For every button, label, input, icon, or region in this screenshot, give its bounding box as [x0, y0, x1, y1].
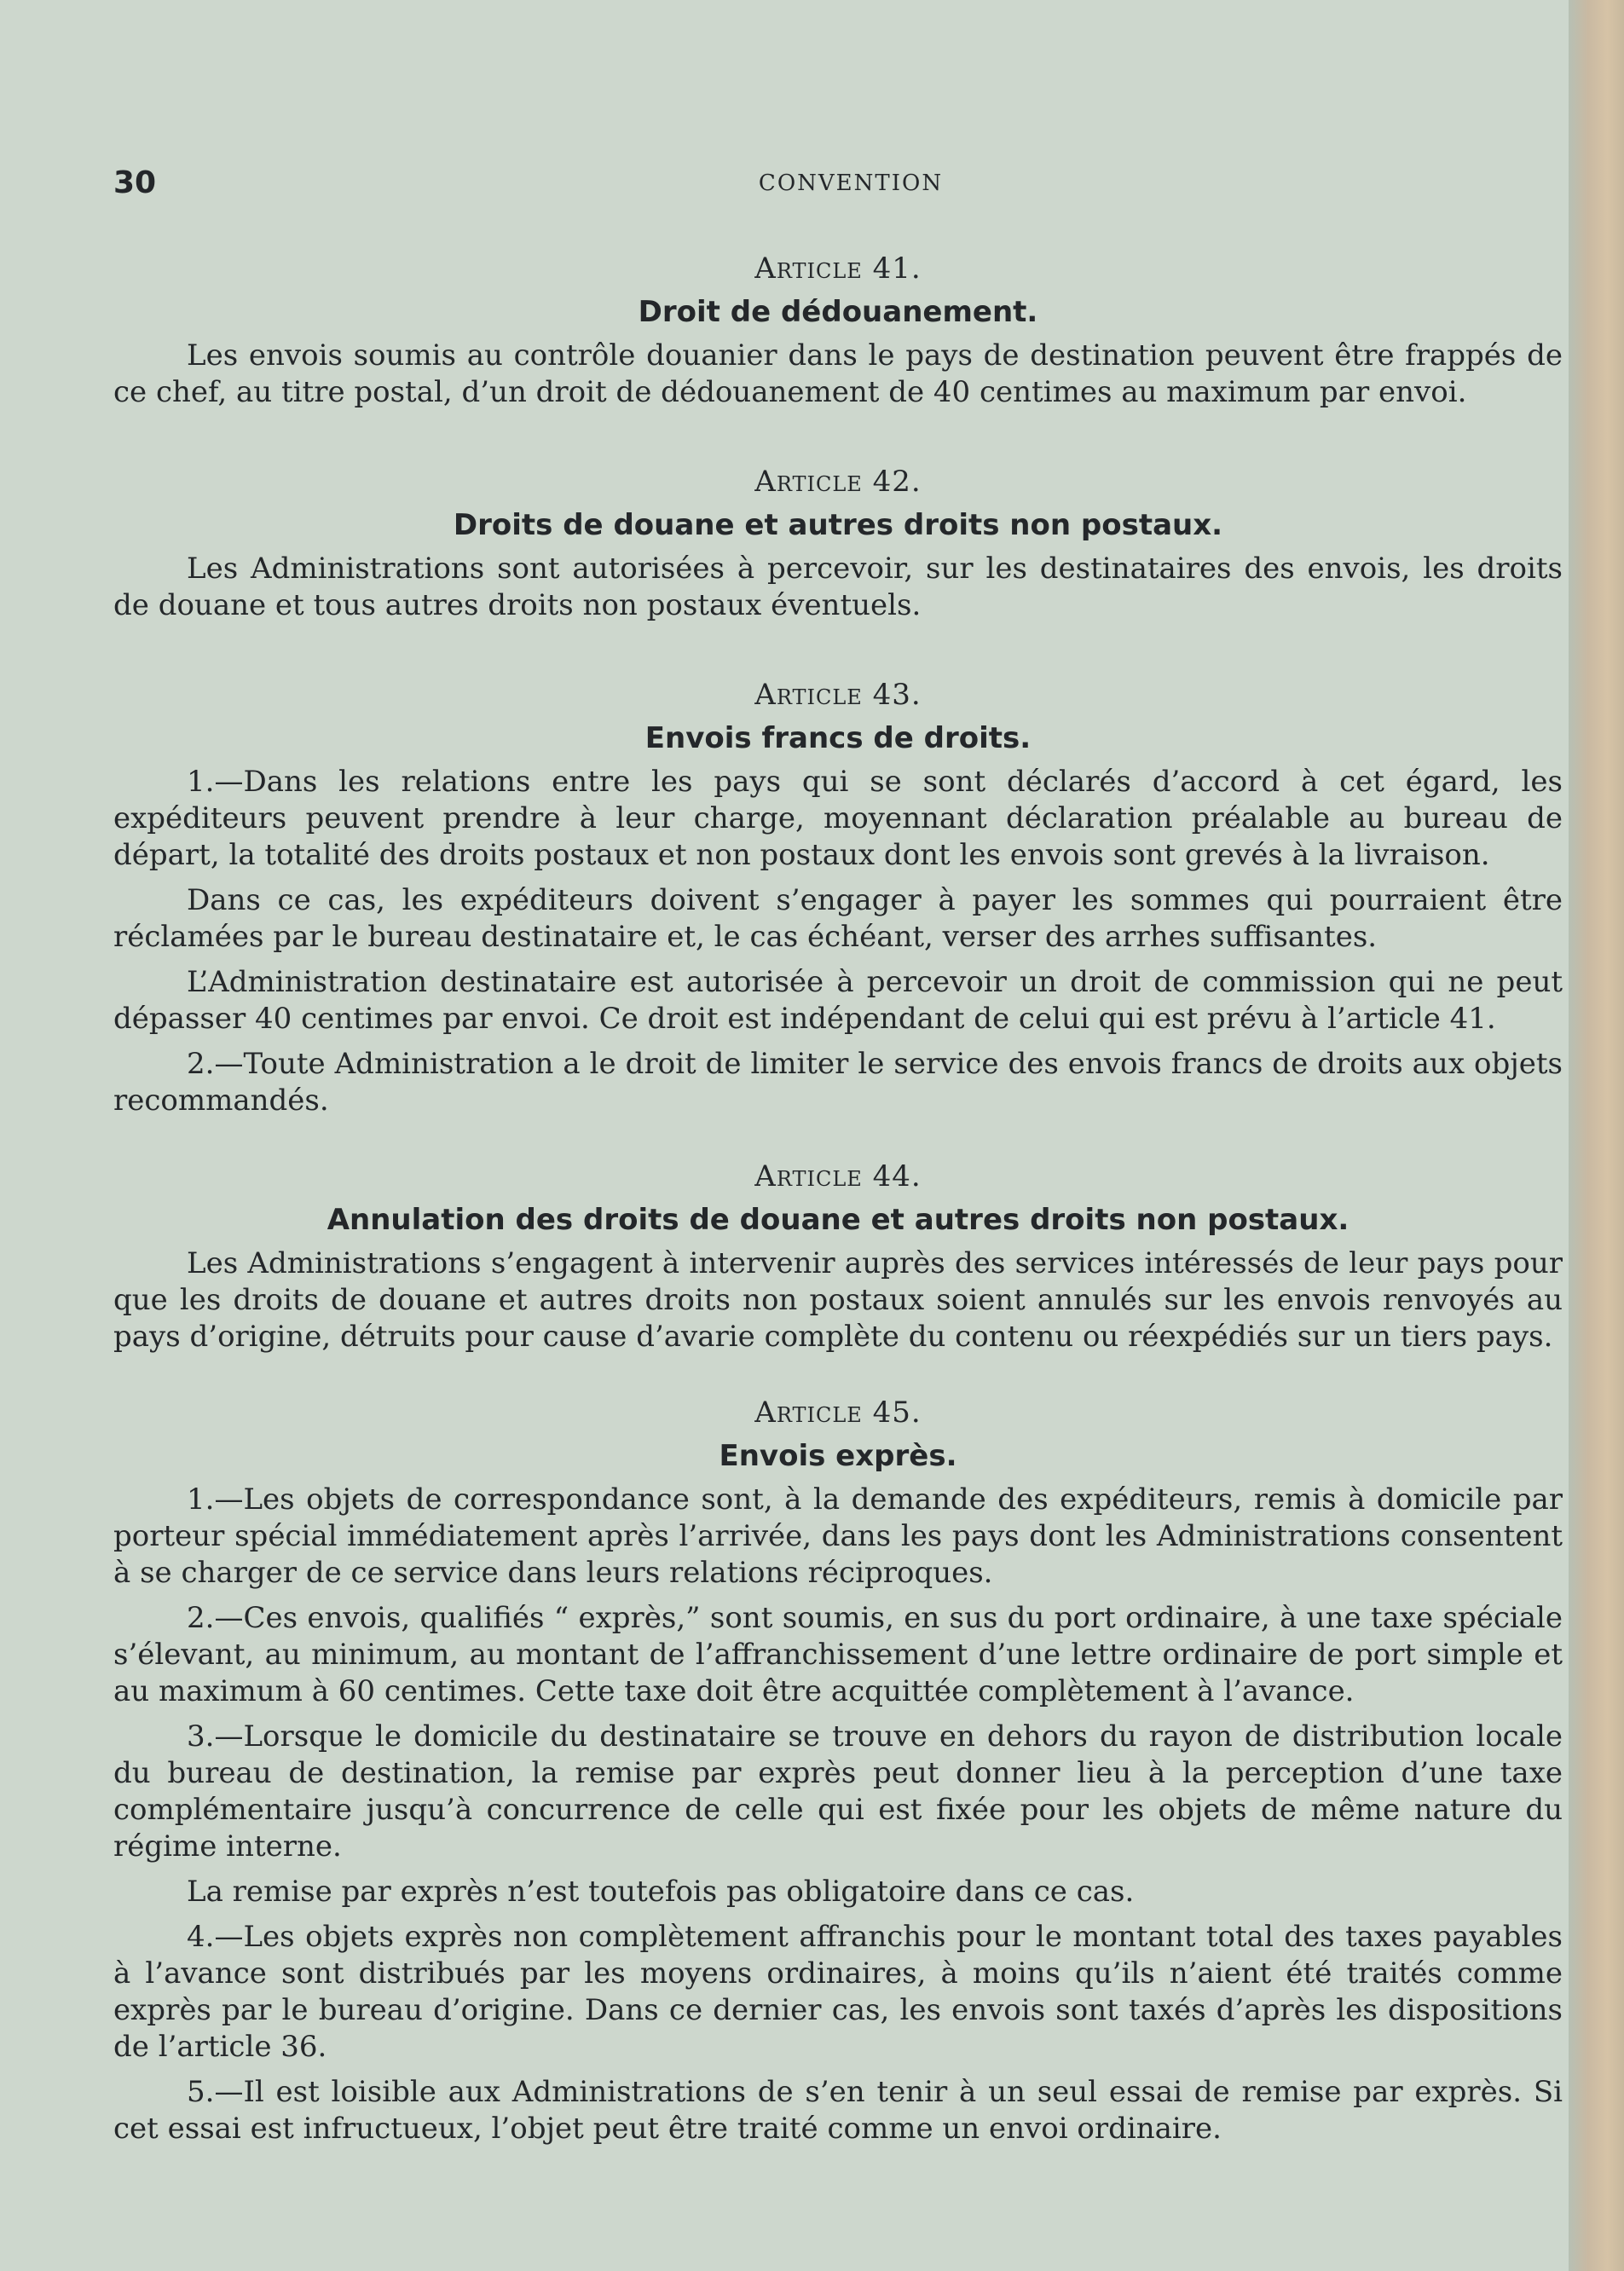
article-42 — [113, 462, 1563, 624]
article-title: Envois exprès. — [719, 1439, 957, 1473]
paragraph: 1.—Dans les relations entre les pays qui se sont déclarés d’accord à cet égard, les expéditeurs peuvent prendre à leur charge, moyennant déclaration préalable au bureau de départ, la totalité des droits postaux et non postaux dont les envois sont grevés à la livraison. — [113, 765, 1563, 872]
article-heading: Article 42. — [754, 465, 922, 499]
article-title: Annulation des droits de douane et autres droits non postaux. — [327, 1203, 1349, 1237]
paragraph: Dans ce cas, les expéditeurs doivent s’engager à payer les sommes qui pourraient être réclamées par le bureau destinataire et, le cas échéant, verser des arrhes suffisantes. — [113, 883, 1563, 954]
paragraph: 1.—Les objets de correspondance sont, à la demande des expéditeurs, remis à domicile par porteur spécial immédiatement après l’arrivée, dans les pays dont les Administrations consentent à se charger de ce service dans leurs relations réciproques. — [113, 1482, 1563, 1590]
paragraph: La remise par exprès n’est toutefois pas obligatoire dans ce cas. — [187, 1875, 1135, 1909]
paragraph: L’Administration destinataire est autorisée à percevoir un droit de commission qui ne peut dépasser 40 centimes par envoi. Ce droit est indépendant de celui qui est prévu à l’article 41. — [113, 965, 1563, 1036]
document-body — [113, 239, 1563, 2156]
article-title: Droit de dédouanement. — [638, 295, 1038, 329]
paragraph: 5.—Il est loisible aux Administrations de s’en tenir à un seul essai de remise par exprès. Si cet essai est infructueux, l’objet peut être traité comme un envoi ordinaire. — [113, 2075, 1563, 2146]
paragraph: 4.—Les objets exprès non complètement affranchis pour le montant total des taxes payables à l’avance sont distribués par les moyens ordinaires, à moins qu’ils n’aient été traités comme exprès par le bureau d’origine. Dans ce dernier cas, les envois sont taxés d’après les dispositions de l’article 36. — [113, 1920, 1563, 2064]
paragraph: 2.—Toute Administration a le droit de limiter le service des envois francs de droits aux objets recommandés. — [113, 1047, 1563, 1118]
article-44 — [113, 1157, 1563, 1355]
article-heading: Article 44. — [754, 1159, 922, 1193]
article-41 — [113, 249, 1563, 411]
article-heading: Article 43. — [754, 678, 922, 712]
article-45 — [113, 1393, 1563, 2147]
paragraph: 2.—Ces envois, qualifiés “ exprès,” sont soumis, en sus du port ordinaire, à une taxe spéciale s’élevant, au minimum, au montant de l’affranchissement d’une lettre ordinaire de port simple et au maximum à 60 centimes. Cette taxe doit être acquittée complètement à l’avance. — [113, 1601, 1563, 1708]
paragraph: 3.—Lorsque le domicile du destinataire se trouve en dehors du rayon de distribution locale du bureau de destination, la remise par exprès peut donner lieu à la perception d’une taxe complémentaire jusqu’à concurrence de celle qui est fixée pour les objets de même nature du régime interne. — [113, 1719, 1563, 1864]
running-head: CONVENTION — [758, 170, 944, 196]
page-number: 30 — [113, 165, 157, 200]
paragraph: Les Administrations s’engagent à intervenir auprès des services intéressés de leur pays pour que les droits de douane et autres droits non postaux soient annulés sur les envois renvoyés au pays d’origine, détruits pour cause d’avarie complète du contenu ou réexpédiés sur un tiers pays. — [113, 1246, 1563, 1354]
paragraph: Les envois soumis au contrôle douanier dans le pays de destination peuvent être frappés de ce chef, au titre postal, d’un droit de dédouanement de 40 centimes au maximum par envoi. — [113, 338, 1563, 409]
article-43 — [113, 675, 1563, 1119]
article-title: Envois francs de droits. — [644, 721, 1032, 755]
binding-gutter — [1569, 0, 1624, 2271]
paragraph: Les Administrations sont autorisées à percevoir, sur les destinataires des envois, les droits de douane et tous autres droits non postaux éventuels. — [113, 552, 1563, 622]
article-title: Droits de douane et autres droits non postaux. — [453, 508, 1223, 542]
page-header — [113, 165, 1554, 206]
article-heading: Article 45. — [754, 1396, 922, 1430]
article-heading: Article 41. — [754, 251, 922, 286]
